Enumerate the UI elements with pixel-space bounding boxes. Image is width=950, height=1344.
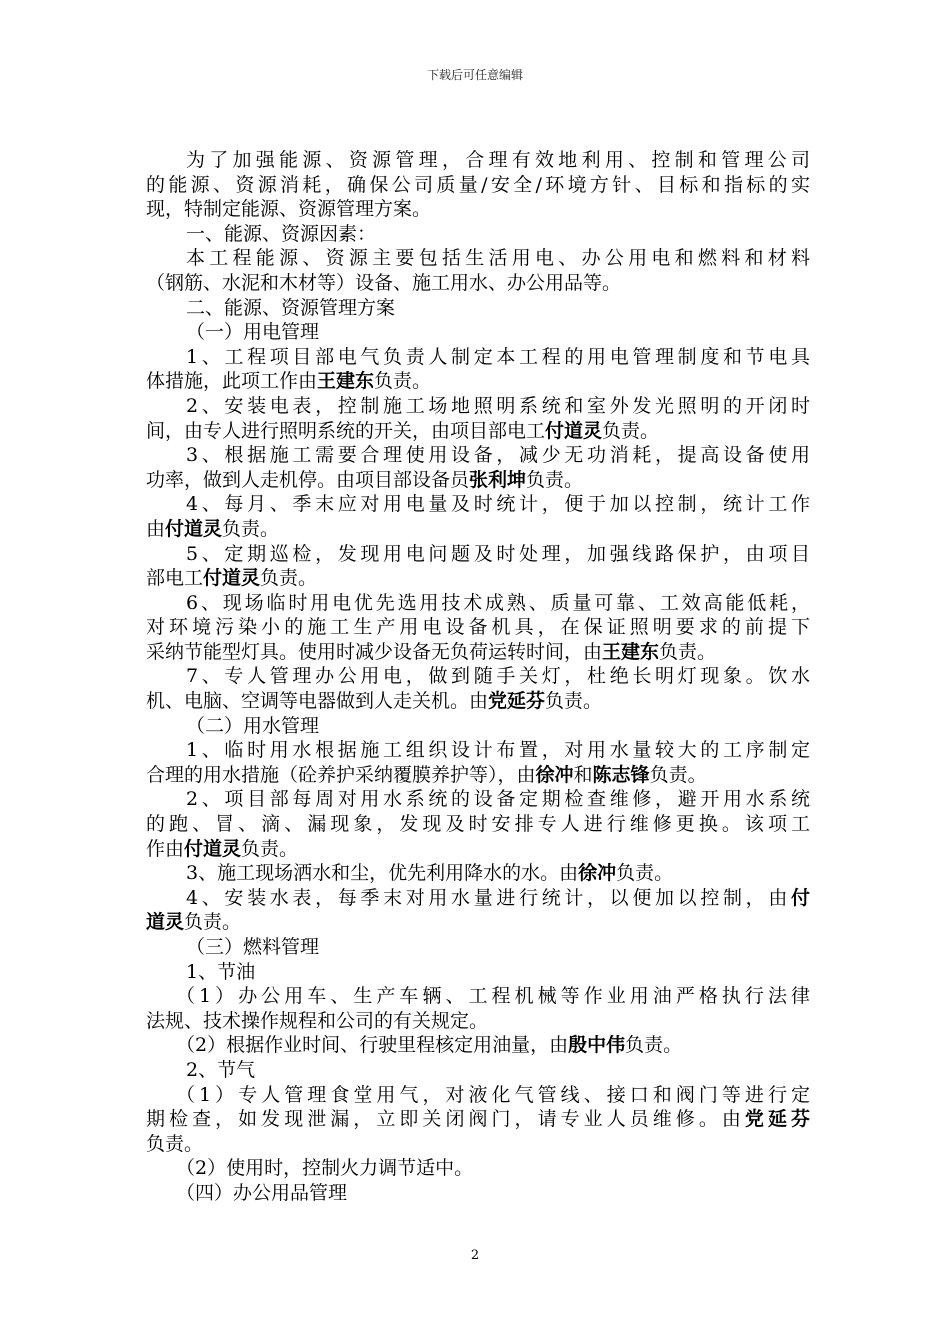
text-line [146, 615, 810, 640]
text-span: 的能源、资源消耗，确保公司质量/安全/环境方针、目标和指标的实 [146, 173, 810, 196]
text-line [146, 419, 810, 444]
text-line [146, 837, 810, 862]
text-span: 负责。 [616, 862, 674, 885]
text-span: 3、施工现场洒水和尘，优先利用降水的水。由 [186, 862, 579, 885]
text-line [146, 960, 810, 985]
text-line [146, 517, 810, 542]
text-line [146, 812, 810, 837]
text-line [146, 320, 810, 345]
text-span: （四）办公用品管理 [176, 1181, 348, 1204]
text-span: 负责。 [260, 567, 318, 590]
text-span: （1）办公用车、生产车辆、工程机械等作业用油严格执行法律 [176, 985, 810, 1008]
text-span: 1、临时用水根据施工组织设计布置，对用水量较大的工序制定 [186, 739, 810, 762]
text-span: 现，特制定能源、资源管理方案。 [146, 198, 432, 221]
text-span: 负责。 [526, 468, 584, 491]
text-span: 4、安装水表，每季末对用水量进行统计，以便加以控制，由 [186, 886, 791, 909]
text-span: （钢筋、水泥和木材等）设备、施工用水、办公用品等。 [146, 271, 622, 294]
text-span: 采纳节能型灯具。使用时减少设备无负荷运转时间，由 [146, 640, 603, 663]
responsible-person-name: 付道灵 [203, 567, 261, 590]
text-line [146, 394, 810, 419]
text-span: 本工程能源、资源主要包括生活用电、办公用电和燃料和材料 [186, 247, 810, 270]
text-line [146, 1083, 810, 1108]
text-line [146, 1033, 810, 1058]
text-span: 二、能源、资源管理方案 [186, 296, 396, 319]
text-line [146, 345, 810, 370]
text-line [146, 148, 810, 173]
text-line [146, 1156, 810, 1181]
text-span: 2、节气 [186, 1058, 256, 1081]
text-span: 体措施，此项工作由 [146, 370, 318, 393]
text-span: 功率，做到人走机停。由项目部设备员 [146, 468, 470, 491]
text-span: 负责。 [146, 1132, 204, 1155]
responsible-person-name: 付 [790, 886, 810, 909]
text-line [146, 369, 810, 394]
text-line [146, 640, 810, 665]
text-span: 负责。 [241, 837, 299, 860]
text-line [146, 664, 810, 689]
text-line [146, 443, 810, 468]
text-line [146, 714, 810, 739]
text-line [146, 1132, 810, 1157]
page-header-note: 下载后可任意编辑 [426, 68, 523, 82]
text-span: 4、每月、季末应对用电量及时统计，便于加以控制，统计工作 [186, 493, 810, 516]
text-span: 为了加强能源、资源管理，合理有效地利用、控制和管理公司 [186, 149, 810, 171]
text-line [146, 1181, 810, 1206]
responsible-person-name: 道灵 [146, 911, 185, 934]
text-span: 负责。 [374, 370, 432, 393]
text-line [146, 1107, 810, 1132]
text-span: 负责。 [222, 517, 280, 540]
text-span: 7、专人管理办公用电，做到随手关灯，杜绝长明灯现象。饮水 [186, 665, 810, 688]
text-line [146, 910, 810, 935]
responsible-person-name: 付道灵 [545, 419, 603, 442]
responsible-person-name: 付道灵 [165, 517, 223, 540]
text-line [146, 1058, 810, 1083]
text-span: 1、节油 [186, 960, 256, 983]
text-span: 间，由专人进行照明系统的开关，由项目部电工 [146, 419, 546, 442]
text-line [146, 738, 810, 763]
text-span: 负责。 [602, 419, 660, 442]
text-line [146, 984, 810, 1009]
text-span: 和 [573, 763, 593, 786]
text-span: （一）用电管理 [186, 321, 320, 344]
responsible-person-name: 王建东 [602, 640, 660, 663]
text-line [146, 246, 810, 271]
text-span: 1、工程项目部电气负责人制定本工程的用电管理制度和节电具 [186, 345, 810, 368]
text-line [146, 173, 810, 198]
text-span: 作由 [146, 837, 185, 860]
text-span: 5、定期巡检，发现用电问题及时处理，加强线路保护，由项目 [186, 542, 810, 565]
text-span: 2、安装电表，控制施工场地照明系统和室外发光照明的开闭时 [186, 394, 810, 417]
text-span: （三）燃料管理 [186, 936, 320, 958]
responsible-person-name: 陈志锋 [592, 763, 650, 786]
responsible-person-name: 徐冲 [578, 862, 617, 885]
text-line [146, 542, 810, 567]
text-span: （2）使用时，控制火力调节适中。 [176, 1157, 474, 1180]
responsible-person-name: 殷中伟 [568, 1034, 626, 1057]
text-line [146, 591, 810, 616]
text-span: 部电工 [146, 567, 204, 590]
text-span: 由 [146, 517, 166, 540]
text-line [146, 935, 810, 960]
text-span: （二）用水管理 [186, 714, 320, 737]
text-span: 法规、技术操作规程和公司的有关规定。 [146, 1009, 489, 1032]
text-span: 负责。 [659, 640, 717, 663]
responsible-person-name: 党延芬 [744, 1108, 810, 1131]
page-number: 2 [470, 1248, 480, 1263]
document-body [146, 148, 810, 1206]
text-span: 2、项目部每周对用水系统的设备定期检查维修，避开用水系统 [186, 788, 810, 811]
responsible-person-name: 张利坤 [469, 468, 527, 491]
text-line [146, 763, 810, 788]
text-span: 机、电脑、空调等电器做到人走关机。由 [146, 690, 489, 713]
text-span: （2）根据作业时间、行驶里程核定用油量，由 [176, 1034, 569, 1057]
text-line [146, 886, 810, 911]
text-line [146, 296, 810, 321]
text-span: 对环境污染小的施工生产用电设备机具，在保证照明要求的前提下 [146, 616, 810, 639]
text-line [146, 222, 810, 247]
responsible-person-name: 党延芬 [488, 690, 546, 713]
text-line [146, 492, 810, 517]
text-span: 一、能源、资源因素： [186, 222, 377, 245]
text-span: 3、根据施工需要合理使用设备，减少无功消耗，提高设备使用 [186, 444, 810, 467]
text-line [146, 566, 810, 591]
responsible-person-name: 徐冲 [535, 763, 574, 786]
text-line [146, 787, 810, 812]
text-span: 负责。 [545, 690, 603, 713]
text-span: 负责。 [184, 911, 242, 934]
responsible-person-name: 王建东 [317, 370, 375, 393]
text-line [146, 689, 810, 714]
text-span: （1）专人管理食堂用气，对液化气管线、接口和阀门等进行定 [176, 1083, 810, 1106]
text-line [146, 468, 810, 493]
text-span: 的跑、冒、滴、漏现象，发现及时安排专人进行维修更换。该项工 [146, 813, 810, 836]
text-span: 6、现场临时用电优先选用技术成熟、质量可靠、工效高能低耗， [186, 591, 810, 614]
text-span: 负责。 [625, 1034, 683, 1057]
text-line [146, 197, 810, 222]
text-line [146, 1009, 810, 1034]
text-line [146, 861, 810, 886]
text-line [146, 271, 810, 296]
responsible-person-name: 付道灵 [184, 837, 242, 860]
text-span: 合理的用水措施（砼养护采纳覆膜养护等），由 [146, 763, 536, 786]
text-span: 负责。 [649, 763, 707, 786]
text-span: 期检查，如发现泄漏，立即关闭阀门，请专业人员维修。由 [146, 1108, 745, 1131]
